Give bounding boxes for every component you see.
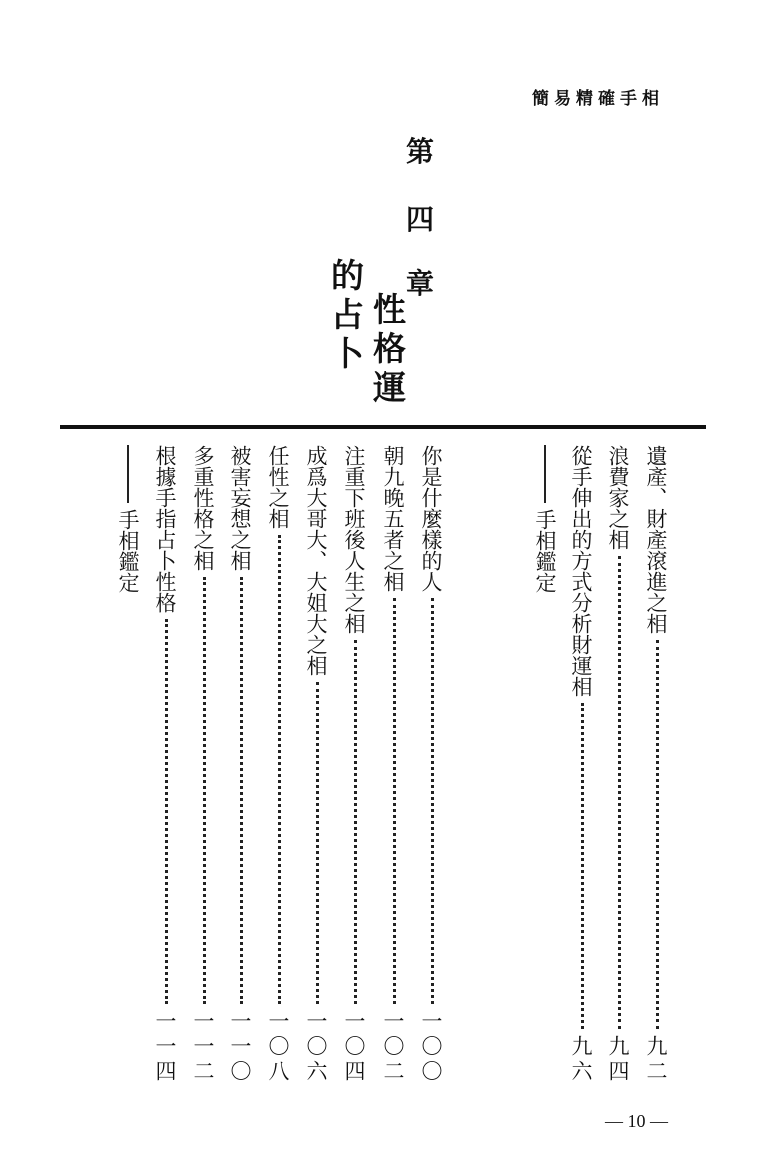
- toc-entry[interactable]: [336, 445, 372, 1085]
- toc-entry-page: 一〇二: [381, 1010, 405, 1085]
- toc-entry[interactable]: [413, 445, 449, 1085]
- leader-dots: [390, 598, 396, 1004]
- toc-entry-page: 一〇〇: [419, 1010, 443, 1085]
- toc-entry-page: 一一四: [153, 1010, 177, 1085]
- toc-entry-title: 從手伸出的方式分析財運相: [569, 445, 593, 697]
- section-subtitle: [527, 445, 563, 593]
- toc-entry[interactable]: [147, 445, 183, 1085]
- toc-entry-title: 朝九晚五者之相: [381, 445, 405, 592]
- leader-dots: [351, 640, 357, 1004]
- toc-entry[interactable]: [563, 445, 599, 1085]
- toc-entry-title: 多重性格之相: [191, 445, 215, 571]
- toc-entry-title: 任性之相: [266, 445, 290, 529]
- subtitle-text: 手相鑑定: [116, 509, 140, 593]
- leader-dots: [200, 577, 206, 1004]
- toc-entry[interactable]: [375, 445, 411, 1085]
- subtitle-text: 手相鑑定: [533, 509, 557, 593]
- toc-entry-page: 一一〇: [228, 1010, 252, 1085]
- horizontal-rule: [60, 425, 706, 429]
- toc-entry-title: 浪費家之相: [606, 445, 630, 550]
- toc-entry-page: 九六: [569, 1035, 593, 1085]
- toc-entry-title: 成爲大哥大、大姐大之相: [304, 445, 328, 676]
- toc-entry-page: 一〇六: [304, 1010, 328, 1085]
- leader-dots: [428, 598, 434, 1004]
- toc-entry-page: 一〇八: [266, 1010, 290, 1085]
- toc-entry[interactable]: [298, 445, 334, 1085]
- leader-dots: [578, 703, 584, 1029]
- toc-entry-title: 根據手指占卜性格: [153, 445, 177, 613]
- toc-entry[interactable]: [185, 445, 221, 1085]
- leader-dots: [162, 619, 168, 1004]
- toc-entry[interactable]: [222, 445, 258, 1085]
- toc-entry-page: 一〇四: [342, 1010, 366, 1085]
- em-dash: [544, 445, 546, 503]
- page-number: — 10 —: [605, 1111, 668, 1131]
- leader-dots: [313, 682, 319, 1004]
- toc-entry-page: 九四: [606, 1035, 630, 1085]
- em-dash: [127, 445, 129, 503]
- toc-entry-title: 注重下班後人生之相: [342, 445, 366, 634]
- chapter-title-line-2: 的占卜: [326, 258, 365, 375]
- toc-entry-title: 遺產、財產滾進之相: [644, 445, 668, 634]
- toc-entry-title: 你是什麼樣的人: [419, 445, 443, 592]
- leader-dots: [653, 640, 659, 1029]
- leader-dots: [237, 577, 243, 1004]
- toc-entry-title: 被害妄想之相: [228, 445, 252, 571]
- toc-entry-page: 一一二: [191, 1010, 215, 1085]
- leader-dots: [275, 535, 281, 1004]
- toc-entry-page: 九二: [644, 1035, 668, 1085]
- section-subtitle: [110, 445, 146, 593]
- chapter-label-char: 第: [406, 135, 435, 168]
- chapter-label-char: 章: [406, 267, 435, 300]
- leader-dots: [615, 556, 621, 1029]
- chapter-label-char: 四: [406, 203, 435, 236]
- chapter-title-line-1: 性格運: [368, 292, 407, 409]
- running-header: 簡易精確手相: [532, 89, 664, 109]
- toc-entry[interactable]: [260, 445, 296, 1085]
- toc-entry[interactable]: [600, 445, 636, 1085]
- toc-entry[interactable]: [638, 445, 674, 1085]
- table-of-contents: [0, 445, 768, 1085]
